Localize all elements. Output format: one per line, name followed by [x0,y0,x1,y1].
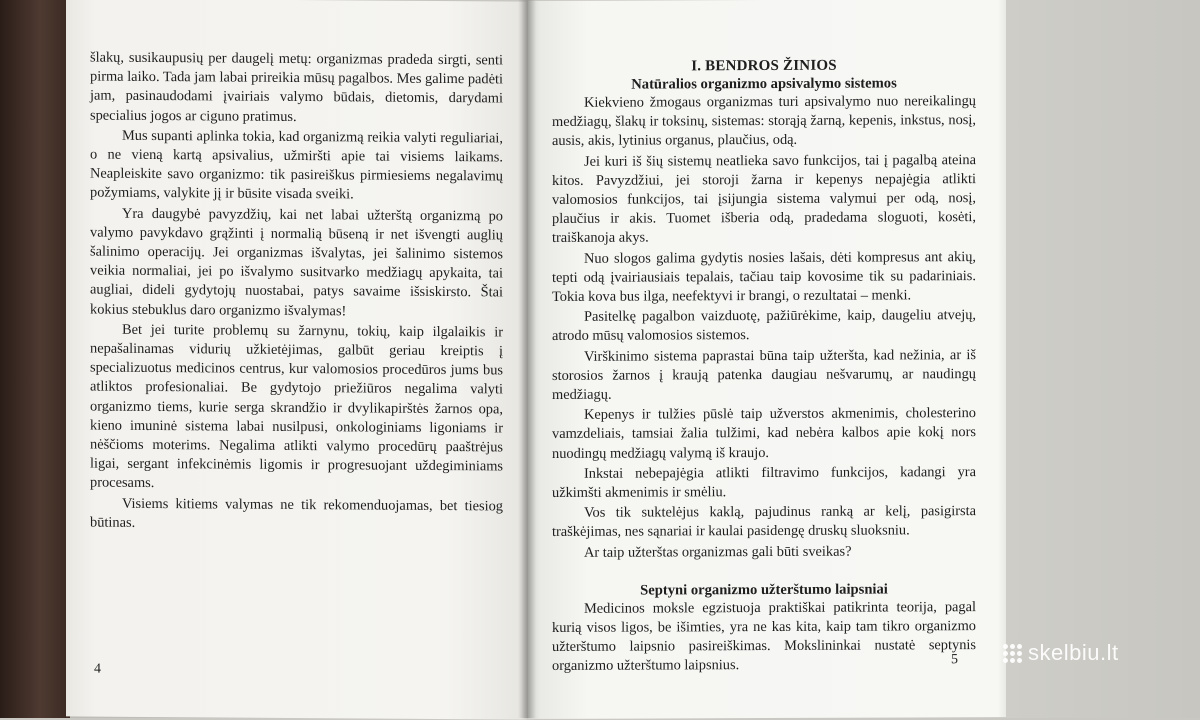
left-page [66,0,527,720]
right-paragraph-10: Medicinos moksle egzistuoja praktiškai patikrinta teorija, pagal kurią visos ligos, be išimties, yra ne kas kita, kaip tam tikro organizmo užterštumo laipsnio pasireiškimas. Mokslininkai nustatė septynis organizmo užterštumo laipsnius. [552,598,976,675]
section-gap [552,562,976,582]
left-paragraph-2: Mus supanti aplinka tokia, kad organizmą reikia valyti reguliariai, o ne vieną kartą apsivalius, užmiršti apie tai visiems laikams. Neapleiskite savo organizmo: tik pasireiškus pirmiesiems negalavimų požymiams, valykite jį ir būsite visada sveiki. [90,127,503,203]
right-paragraph-4: Pasitelkę pagalbon vaizduotę, pažiūrėkime, kaip, daugeliu atvejų, atrodo mūsų valomosios sistemos. [552,307,976,345]
right-paragraph-3: Nuo slogos galima gydytis nosies lašais, dėti kompresus ant akių, tepti odą įvairiausiais tepalais, tačiau taip kovosime tik su padariniais. Tokia kova bus ilga, neefektyvi ir brangi, o rezultatai – menki. [552,248,976,305]
right-page-number: 5 [951,651,958,667]
chapter-title: I. BENDROS ŽINIOS [691,57,837,75]
right-paragraph-1: Kiekvieno žmogaus organizmas turi apsivalymo nuo nereikalingų medžiagų, šlakų ir toksinų, sistemas: storąją žarną, kepenis, inkstus, nosį, ausis, akis, lytinius organus, plaučius, odą. [552,93,976,150]
dots-grid-icon [1003,644,1022,663]
right-paragraph-2: Jei kuri iš šių sistemų neatlieka savo funkcijos, tai į pagalbą ateina kitos. Pavyzdžiui, jei storoji žarna ir kepenys nepajėgia atlikti valomosios funkcijos, tai įsijungia sistema valymui per odą, nosį, plaučius ir akis. Tuomet išberia odą, pradedama sloguoti, kosėti, traiškanoja akys. [552,151,976,247]
right-paragraph-7: Inkstai nebepajėgia atlikti filtravimo funkcijos, kadangi yra užkimšti akmenimis ir smėliu. [552,463,976,502]
left-paragraph-1: šlakų, susikaupusių per daugelį metų: organizmas pradeda sirgti, senti pirma laiko. Tada jam labai prireikia mūsų pagalbos. Mes galime padėti jam, pasinaudodami įvairiais valymo būdais, dietomis, darydami specialius jogos ar ciguno pratimus. [90,49,503,125]
book-cover-edge [0,0,70,718]
section-title-1: Natūralios organizmo apsivalymo sistemos [631,75,897,93]
right-page [528,0,1006,719]
left-page-number: 4 [94,661,101,677]
section-title-2: Septyni organizmo užterštumo laipsniai [640,581,888,599]
left-paragraph-3: Yra daugybė pavyzdžių, kai net labai užterštą organizmą po valymo pavykdavo grąžinti į normalią būseną ir net išvengti auglių šalinimo operacijų. Jei organizmas išvalytas, jei šalinimo sistemos veikia normaliai, jei po išvalymo susitvarko medžiagų apykaita, tai augliai, dideli gydytojų nuostabai, patys savaime išsiskirsto. Štai kokius stebuklus daro organizmo išvalymas! [90,205,503,319]
watermark-text: skelbiu.lt [1028,640,1119,665]
left-paragraph-4: Bet jei turite problemų su žarnynu, tokių, kaip ilgalaikis ir nepašalinamas vidurių užkietėjimas, galbūt geriau kreiptis į specializuotus medicinos centrus, kur valomosios procedūros jums bus atliktos profesionaliai. Be gydytojo priežiūros negalima valyti organizmo tiems, kurie serga skrandžio ir dvylikapirštės žarnos opa, kieno imuninė sistema labai nusilpusi, onkologiniams ligoniams ir nėščioms moterims. Negalima atlikti valymo procedūrų paaštrėjus ligai, sergant infekcinėmis ligomis ir progresuojant uždegiminiams procesams. [90,321,503,492]
right-paragraph-6: Kepenys ir tulžies pūslė taip užverstos akmenimis, cholesterino vamzdeliais, tamsiai žalia tulžimi, kad nebėra kalbos apie kokį nors nuodingų medžiagų valymą iš kraujo. [552,405,976,462]
right-paragraph-5: Virškinimo sistema paprastai būna taip užteršta, kad nežinia, ar iš storosios žarnos į kraują patenka daugiau nešvarumų, ar naudingų medžiagų. [552,346,976,403]
right-paragraph-9: Ar taip užterštas organizmas gali būti sveikas? [584,543,852,561]
watermark [1003,640,1119,666]
right-paragraph-8: Vos tik suktelėjus kaklą, pajudinus ranką ar kelį, pasigirsta traškėjimas, nes sąnariai ir kaulai pasidengę druskų sluoksniu. [552,503,976,541]
book-spine-shadow [518,0,536,718]
left-paragraph-5: Visiems kitiems valymas ne tik rekomenduojamas, bet tiesiog būtinas. [90,495,503,531]
